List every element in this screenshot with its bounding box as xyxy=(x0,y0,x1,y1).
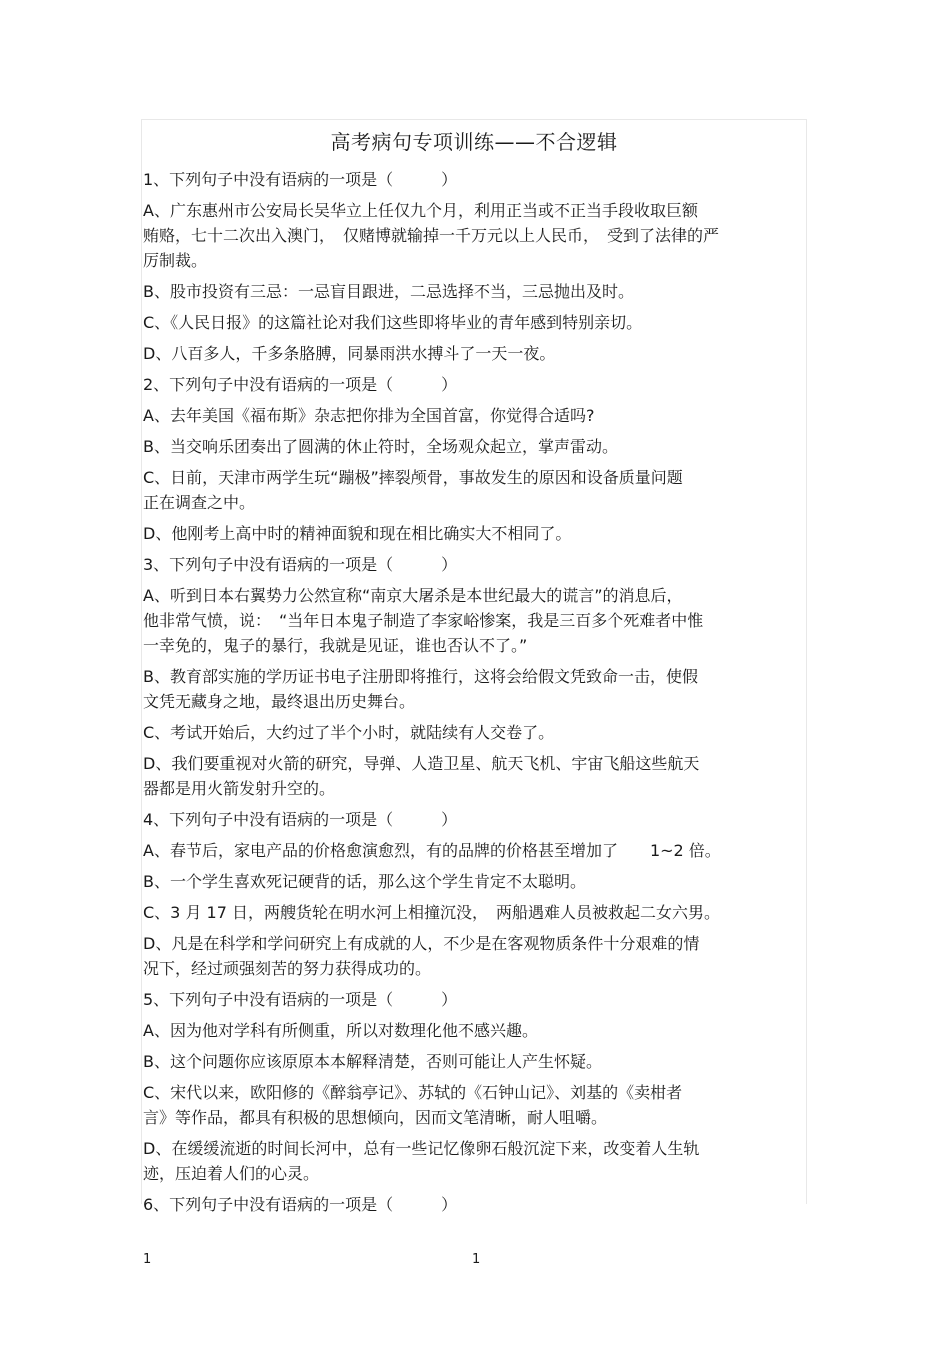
answer-option xyxy=(143,198,803,273)
option-text-line: C、宋代以来，欧阳修的《醉翁亭记》、苏轼的《石钟山记》、刘基的《卖柑者 xyxy=(143,1083,683,1102)
question-stem: 4、下列句子中没有语病的一项是（ ） xyxy=(143,810,458,829)
answer-option xyxy=(143,521,803,546)
answer-option xyxy=(143,279,803,304)
answer-option xyxy=(143,1080,803,1130)
question-list xyxy=(143,167,803,1223)
option-text-line: C、《人民日报》的这篇社论对我们这些即将毕业的青年感到特别亲切。 xyxy=(143,313,643,332)
option-text-line: A、听到日本右翼势力公然宣称“南京大屠杀是本世纪最大的谎言”的消息后， xyxy=(143,586,683,605)
answer-option xyxy=(143,931,803,981)
question-stem: 2、下列句子中没有语病的一项是（ ） xyxy=(143,375,458,394)
option-text-line: D、八百多人，千多条胳膊，同暴雨洪水搏斗了一天一夜。 xyxy=(143,344,556,363)
option-text-line: B、教育部实施的学历证书电子注册即将推行，这将会给假文凭致命一击，使假 xyxy=(143,667,698,686)
option-text-line: 一幸免的，鬼子的暴行，我就是见证，谁也否认不了。” xyxy=(143,636,528,655)
answer-option xyxy=(143,434,803,459)
option-text-line: A、因为他对学科有所侧重，所以对数理化他不感兴趣。 xyxy=(143,1021,538,1040)
page-number-left: 1 xyxy=(143,1252,152,1267)
option-text-line: 文凭无藏身之地，最终退出历史舞台。 xyxy=(143,692,416,711)
answer-option xyxy=(143,465,803,515)
option-text-line: 迹，压迫着人们的心灵。 xyxy=(143,1164,320,1183)
page-number-center: 1 xyxy=(472,1252,481,1267)
answer-option xyxy=(143,900,803,925)
question-stem: 3、下列句子中没有语病的一项是（ ） xyxy=(143,555,458,574)
option-text-line: 厉制裁。 xyxy=(143,251,208,270)
option-text-line: 言》等作品，都具有积极的思想倾向，因而文笔清晰，耐人咀嚼。 xyxy=(143,1108,608,1127)
option-text-line: B、当交响乐团奏出了圆满的休止符时，全场观众起立，掌声雷动。 xyxy=(143,437,618,456)
option-text-line: 贿赂，七十二次出入澳门， 仅赌博就输掉一千万元以上人民币， 受到了法律的严 xyxy=(143,226,720,245)
option-text-line: D、我们要重视对火箭的研究，导弹、人造卫星、航天飞机、宇宙飞船这些航天 xyxy=(143,754,700,773)
option-text-line: C、考试开始后，大约过了半个小时，就陆续有人交卷了。 xyxy=(143,723,555,742)
answer-option xyxy=(143,720,803,745)
answer-option xyxy=(143,1136,803,1186)
option-text-line: A、广东惠州市公安局长吴华立上任仅九个月，利用正当或不正当手段收取巨额 xyxy=(143,201,698,220)
option-text-line: B、股市投资有三忌：一忌盲目跟进，二忌选择不当，三忌抛出及时。 xyxy=(143,282,634,301)
answer-option xyxy=(143,310,803,335)
option-text-line: 器都是用火箭发射升空的。 xyxy=(143,779,336,798)
document-title: 高考病句专项训练——不合逻辑 xyxy=(330,130,618,154)
option-text-line: B、一个学生喜欢死记硬背的话，那么这个学生肯定不太聪明。 xyxy=(143,872,586,891)
question-stem: 6、下列句子中没有语病的一项是（ ） xyxy=(143,1195,458,1214)
option-text-line: C、日前，天津市两学生玩“蹦极”摔裂颅骨，事故发生的原因和设备质量问题 xyxy=(143,468,683,487)
answer-option xyxy=(143,1049,803,1074)
option-text-line: C、3 月 17 日，两艘货轮在明水河上相撞沉没， 两船遇难人员被救起二女六男。 xyxy=(143,903,720,922)
answer-option xyxy=(143,664,803,714)
answer-option xyxy=(143,838,803,863)
option-text-line: A、去年美国《福布斯》杂志把你排为全国首富，你觉得合适吗? xyxy=(143,406,595,425)
answer-option xyxy=(143,869,803,894)
answer-option xyxy=(143,1018,803,1043)
option-text-line: D、凡是在科学和学问研究上有成就的人，不少是在客观物质条件十分艰难的情 xyxy=(143,934,700,953)
option-text-line: D、在缓缓流逝的时间长河中，总有一些记忆像卵石般沉淀下来，改变着人生轨 xyxy=(143,1139,700,1158)
answer-option xyxy=(143,751,803,801)
option-text-line: A、春节后，家电产品的价格愈演愈烈，有的品牌的价格甚至增加了 1~2 倍。 xyxy=(143,841,721,860)
answer-option xyxy=(143,583,803,658)
option-text-line: 况下，经过顽强刻苦的努力获得成功的。 xyxy=(143,959,432,978)
question-stem: 5、下列句子中没有语病的一项是（ ） xyxy=(143,990,458,1009)
option-text-line: D、他刚考上高中时的精神面貌和现在相比确实大不相同了。 xyxy=(143,524,572,543)
option-text-line: B、这个问题你应该原原本本解释清楚，否则可能让人产生怀疑。 xyxy=(143,1052,602,1071)
answer-option xyxy=(143,341,803,366)
answer-option xyxy=(143,403,803,428)
question-stem: 1、下列句子中没有语病的一项是（ ） xyxy=(143,170,458,189)
option-text-line: 他非常气愤，说： “当年日本鬼子制造了李家峪惨案，我是三百多个死难者中惟 xyxy=(143,611,704,630)
option-text-line: 正在调查之中。 xyxy=(143,493,256,512)
